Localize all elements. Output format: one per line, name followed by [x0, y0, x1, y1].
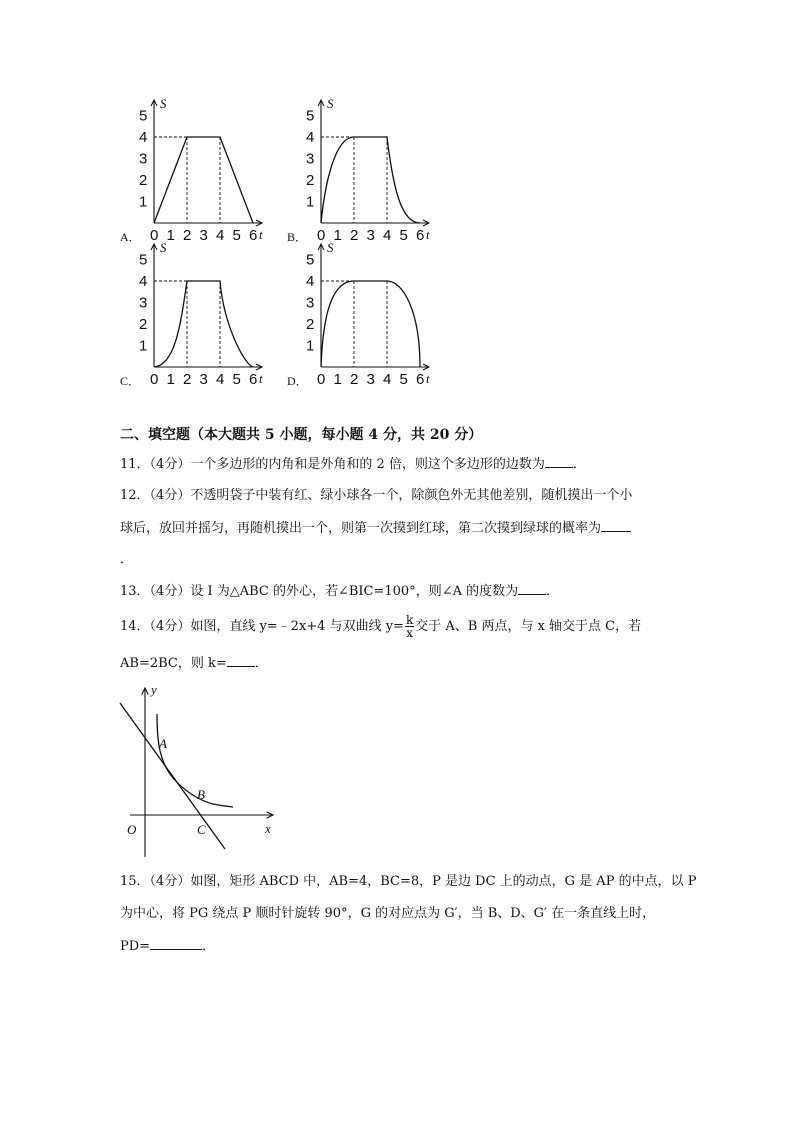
fig14-label-a: A — [159, 736, 167, 751]
x-tick-label: 1 — [333, 227, 342, 244]
y-tick-label: 4 — [139, 273, 148, 290]
y-tick-label: 3 — [139, 150, 148, 168]
y-tick-label: 2 — [139, 316, 148, 333]
q15-blank[interactable] — [150, 937, 202, 950]
q14-part1: 14．（4分）如图，直线 y=﹣2x+4 与双曲线 y= — [120, 619, 404, 634]
x-tick-label: 5 — [399, 371, 408, 388]
x-tick-label: 5 — [232, 227, 241, 244]
series-line — [321, 281, 420, 367]
x-tick-label: 2 — [350, 227, 359, 244]
x-tick-label: 6 — [416, 371, 425, 388]
x-tick-label: 3 — [199, 227, 208, 244]
question-15-line1: 15．（4分）如图，矩形 ABCD 中，AB=4，BC=8，P 是边 DC 上的动点，G 是 AP 的中点，以 P — [120, 874, 697, 889]
fig14-label-c: C — [197, 822, 206, 837]
q13-end: ． — [546, 584, 560, 599]
x-tick-label: 1 — [333, 371, 342, 388]
question-12-line3: ． — [120, 552, 134, 567]
question-11 — [120, 455, 586, 474]
q15-end: ． — [202, 939, 216, 954]
fig14-label-b: B — [197, 787, 205, 802]
fig14-hyperbola — [157, 714, 233, 807]
x-tick-label: 2 — [183, 371, 192, 388]
y-tick-label: 5 — [306, 251, 315, 269]
x-tick-label: 0 — [150, 227, 159, 244]
q14-fraction — [405, 614, 414, 639]
figure-14 — [115, 682, 290, 866]
y-tick-label: 1 — [306, 193, 315, 211]
q11-blank[interactable] — [545, 455, 573, 468]
y-axis-label: S — [327, 240, 334, 255]
x-tick-label: 3 — [366, 227, 375, 244]
graph-option-c — [138, 239, 273, 389]
q14-text2: AB=2BC，则 k= — [120, 656, 227, 671]
series-line — [321, 137, 420, 223]
q12-text: 球后，放回并摇匀，再随机摸出一个，则第一次摸到红球，第二次摸到绿球的概率为 — [120, 521, 602, 536]
fig14-label-origin: O — [127, 822, 137, 837]
x-tick-label: 4 — [216, 227, 225, 244]
series-line — [154, 281, 253, 367]
q14-part2: 交于 A、B 两点，与 x 轴交于点 C，若 — [415, 619, 642, 634]
y-tick-label: 5 — [139, 251, 148, 269]
x-tick-label: 6 — [249, 227, 258, 244]
graph-option-a — [138, 95, 273, 245]
question-15-line3 — [120, 937, 215, 956]
q11-text: 11．（4分）一个多边形的内角和是外角和的 2 倍，则这个多边形的边数为 — [120, 457, 545, 472]
x-tick-label: 1 — [166, 227, 175, 244]
x-axis-label: t — [426, 371, 430, 386]
x-tick-label: 5 — [399, 227, 408, 244]
y-tick-label: 1 — [139, 337, 148, 355]
fig14-label-x: x — [265, 821, 271, 836]
x-tick-label: 5 — [232, 371, 241, 388]
x-tick-label: 3 — [199, 371, 208, 388]
q14-frac-den: x — [406, 626, 413, 640]
y-tick-label: 5 — [139, 107, 148, 125]
x-tick-label: 4 — [383, 371, 392, 388]
option-b-label: B． — [287, 230, 308, 244]
y-tick-label: 2 — [139, 172, 148, 189]
x-tick-label: 6 — [249, 371, 258, 388]
y-tick-label: 3 — [306, 150, 315, 168]
y-axis-label: S — [160, 240, 167, 255]
x-tick-label: 4 — [216, 371, 225, 388]
x-tick-label: 4 — [383, 227, 392, 244]
y-tick-label: 3 — [139, 294, 148, 312]
x-tick-label: 2 — [350, 371, 359, 388]
fig14-label-y: y — [151, 682, 157, 697]
q14-blank[interactable] — [227, 654, 255, 667]
q11-end: ． — [572, 457, 586, 472]
x-axis-label: t — [259, 371, 263, 386]
q14-end: ． — [254, 656, 268, 671]
section-heading: 二、填空题（本大题共 5 小题，每小题 4 分，共 20 分） — [120, 427, 483, 443]
x-axis-label: t — [426, 227, 430, 242]
y-axis-label: S — [160, 96, 167, 111]
y-tick-label: 4 — [306, 273, 315, 290]
y-tick-label: 1 — [139, 193, 148, 211]
x-tick-label: 0 — [317, 371, 326, 388]
question-13 — [120, 582, 559, 601]
option-a-label: A． — [120, 230, 141, 244]
x-tick-label: 0 — [150, 371, 159, 388]
q14-frac-num: k — [405, 613, 414, 627]
question-12-line2 — [120, 519, 631, 538]
y-tick-label: 1 — [306, 337, 315, 355]
x-axis-label: t — [259, 227, 263, 242]
x-tick-label: 1 — [166, 371, 175, 388]
x-tick-label: 6 — [416, 227, 425, 244]
question-12-line1: 12．（4分）不透明袋子中装有红、绿小球各一个，除颜色外无其他差别，随机摸出一个小 — [120, 488, 633, 503]
option-d-label: D． — [287, 374, 308, 388]
x-tick-label: 2 — [183, 227, 192, 244]
y-tick-label: 4 — [139, 129, 148, 146]
x-tick-label: 0 — [317, 227, 326, 244]
y-tick-label: 2 — [306, 172, 315, 189]
question-14-line1 — [120, 612, 641, 642]
graph-option-d — [305, 239, 440, 389]
series-line — [154, 137, 253, 223]
question-15-line2: 为中心，将 PG 绕点 P 顺时针旋转 90°，G 的对应点为 G′，当 B、D、G′ 在一条直线上时， — [120, 906, 656, 921]
q15-text3: PD= — [120, 939, 151, 954]
q12-blank[interactable] — [601, 519, 631, 532]
q13-blank[interactable] — [518, 582, 546, 595]
graph-option-b — [305, 95, 440, 245]
q13-text: 13．（4分）设 I 为△ABC 的外心，若∠BIC=100°，则∠A 的度数为 — [120, 584, 519, 599]
y-tick-label: 2 — [306, 316, 315, 333]
option-c-label: C． — [120, 374, 141, 388]
y-axis-label: S — [327, 96, 334, 111]
y-tick-label: 4 — [306, 129, 315, 146]
y-tick-label: 3 — [306, 294, 315, 312]
question-14-line2 — [120, 654, 268, 673]
y-tick-label: 5 — [306, 107, 315, 125]
x-tick-label: 3 — [366, 371, 375, 388]
